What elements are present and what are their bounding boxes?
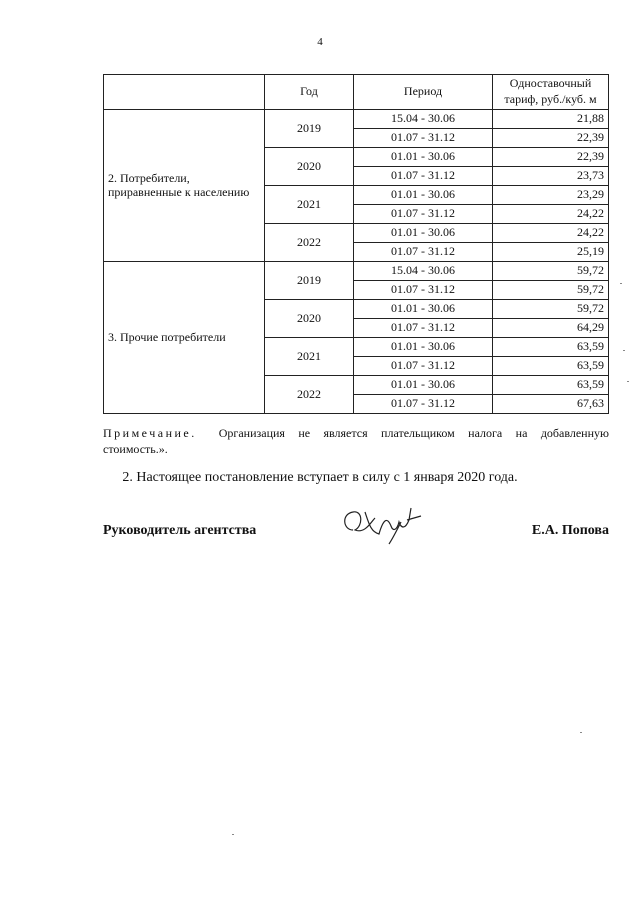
scan-speck xyxy=(232,834,234,835)
tariff-value-cell: 63,59 xyxy=(493,338,609,357)
period-cell: 15.04 - 30.06 xyxy=(354,110,493,129)
table-body xyxy=(104,110,609,414)
tariff-value-cell: 59,72 xyxy=(493,281,609,300)
year-cell: 2022 xyxy=(265,376,354,414)
note-paragraph xyxy=(103,425,609,457)
year-cell: 2019 xyxy=(265,110,354,148)
header-tariff: Одноставочный тариф, руб./куб. м xyxy=(493,75,609,110)
tariff-value-cell: 21,88 xyxy=(493,110,609,129)
period-cell: 01.07 - 31.12 xyxy=(354,167,493,186)
page-number: 4 xyxy=(317,36,323,48)
year-cell: 2021 xyxy=(265,338,354,376)
tariff-value-cell: 23,29 xyxy=(493,186,609,205)
tariff-value-cell: 59,72 xyxy=(493,262,609,281)
tariff-value-cell: 59,72 xyxy=(493,300,609,319)
header-year: Год xyxy=(265,75,354,110)
signer-title: Руководитель агентства xyxy=(103,523,257,538)
year-cell: 2021 xyxy=(265,186,354,224)
tariff-value-cell: 67,63 xyxy=(493,395,609,414)
effective-date-clause: 2. Настоящее постановление вступает в силу с 1 января 2020 года. xyxy=(122,470,518,485)
tariff-value-cell: 23,73 xyxy=(493,167,609,186)
year-cell: 2022 xyxy=(265,224,354,262)
note xyxy=(103,425,609,457)
signer-name: Е.А. Попова xyxy=(531,523,609,538)
scan-speck xyxy=(627,381,629,382)
tariff-value-cell: 63,59 xyxy=(493,376,609,395)
period-cell: 01.01 - 30.06 xyxy=(354,224,493,243)
tariff-value-cell: 22,39 xyxy=(493,129,609,148)
scan-speck xyxy=(620,283,622,284)
header-period: Период xyxy=(354,75,493,110)
period-cell: 01.01 - 30.06 xyxy=(354,376,493,395)
year-cell: 2019 xyxy=(265,262,354,300)
year-cell: 2020 xyxy=(265,300,354,338)
note-label: Примечание. xyxy=(103,426,197,440)
period-cell: 01.07 - 31.12 xyxy=(354,243,493,262)
consumer-category-cell: 3. Прочие потребители xyxy=(104,262,265,414)
table-row xyxy=(104,110,609,129)
period-cell: 01.01 - 30.06 xyxy=(354,148,493,167)
tariff-value-cell: 63,59 xyxy=(493,357,609,376)
scan-speck xyxy=(623,350,625,351)
scan-speck xyxy=(580,732,582,733)
period-cell: 01.01 - 30.06 xyxy=(354,300,493,319)
year-cell: 2020 xyxy=(265,148,354,186)
table-header-row xyxy=(104,75,609,110)
tariff-value-cell: 22,39 xyxy=(493,148,609,167)
note-text: Организация не является плательщиком налога на добавленную стоимость.». xyxy=(103,426,609,457)
table-header xyxy=(104,75,609,110)
header-category xyxy=(104,75,265,110)
tariff-value-cell: 24,22 xyxy=(493,224,609,243)
handwritten-signature xyxy=(335,500,435,546)
table-row xyxy=(104,262,609,281)
tariff-value-cell: 64,29 xyxy=(493,319,609,338)
period-cell: 01.01 - 30.06 xyxy=(354,186,493,205)
period-cell: 01.07 - 31.12 xyxy=(354,395,493,414)
tariff-value-cell: 24,22 xyxy=(493,205,609,224)
consumer-category-cell: 2. Потребители, приравненные к населению xyxy=(104,110,265,262)
tariff-table xyxy=(103,74,609,414)
period-cell: 01.07 - 31.12 xyxy=(354,319,493,338)
period-cell: 01.01 - 30.06 xyxy=(354,338,493,357)
period-cell: 01.07 - 31.12 xyxy=(354,129,493,148)
period-cell: 01.07 - 31.12 xyxy=(354,281,493,300)
period-cell: 01.07 - 31.12 xyxy=(354,205,493,224)
period-cell: 15.04 - 30.06 xyxy=(354,262,493,281)
tariff-value-cell: 25,19 xyxy=(493,243,609,262)
period-cell: 01.07 - 31.12 xyxy=(354,357,493,376)
